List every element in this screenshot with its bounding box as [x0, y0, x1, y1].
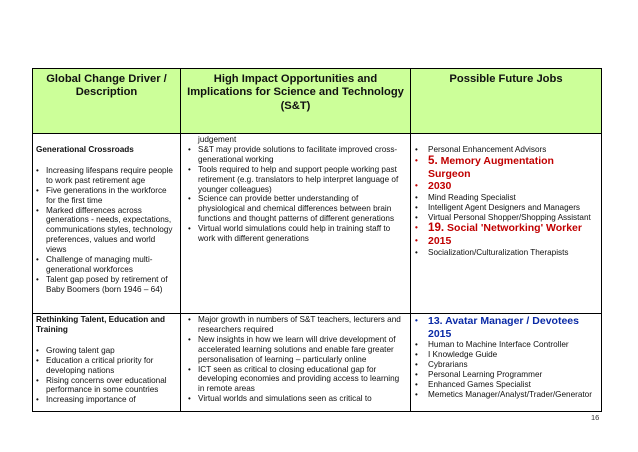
header-driver: Global Change Driver / Description [33, 69, 181, 134]
list-item: • Tools required to help and support people working past retirement (e.g. translators to help interpret language of younger colleagues) [188, 165, 407, 195]
list-item: • Cybrarians [414, 360, 598, 370]
driver-list [36, 346, 177, 405]
future-jobs-table [32, 68, 602, 412]
list-item: • Human to Machine Interface Controller [414, 340, 598, 350]
table-row [33, 134, 602, 314]
list-item: • Increasing importance of [36, 395, 177, 405]
list-item: • Intelligent Agent Designers and Managers [414, 203, 598, 213]
continuation-text: judgement [198, 135, 237, 144]
driver-list [36, 166, 177, 295]
opportunities-cell [181, 134, 411, 314]
list-item: • Education a critical priority for developing nations [36, 356, 177, 376]
driver-title: Generational Crossroads [36, 145, 134, 154]
list-item: • Socialization/Culturalization Therapists [414, 248, 598, 258]
list-item: • Increasing lifespans require people to work past retirement age [36, 166, 177, 186]
list-item: • I Knowledge Guide [414, 350, 598, 360]
list-item: • Enhanced Games Specialist [414, 380, 598, 390]
jobs-cell [411, 134, 602, 314]
list-item: • Major growth in numbers of S&T teachers, lecturers and researchers required [188, 315, 407, 335]
driver-title: Rethinking Talent, Education and Training [36, 315, 166, 334]
job-highlight: • 13. Avatar Manager / Devotees 2015 [414, 315, 598, 340]
job-number: 19. [428, 221, 445, 235]
opportunities-cell [181, 314, 411, 412]
list-item: • Talent gap posed by retirement of Baby Boomers (born 1946 – 64) [36, 275, 177, 295]
job-year-value: 2015 [428, 235, 452, 247]
list-item: • Rising concerns over educational performance in some countries [36, 376, 177, 396]
table-header-row [33, 69, 602, 134]
list-item: • Virtual worlds and simulations seen as critical to [188, 394, 407, 404]
list-item: • Memetics Manager/Analyst/Trader/Generator [414, 390, 598, 400]
list-item: • Five generations in the workforce for the first time [36, 186, 177, 206]
header-opportunities: High Impact Opportunities and Implications for Science and Technology (S&T) [181, 69, 411, 134]
job-number: 5. [428, 153, 438, 167]
list-item: • Growing talent gap [36, 346, 177, 356]
opportunities-list [184, 145, 407, 244]
jobs-list [414, 145, 598, 258]
list-item: • Marked differences across generations - needs, expectations, communications styles, technology preferences, values and world views [36, 206, 177, 256]
jobs-list [414, 315, 598, 400]
list-item: • ICT seen as critical to closing educational gap for developing economies and providing access to learning in remote areas [188, 365, 407, 395]
page-number: 16 [591, 413, 600, 422]
job-year [414, 180, 598, 193]
job-highlight [414, 155, 598, 180]
header-jobs: Possible Future Jobs [411, 69, 602, 134]
list-item: • Personal Enhancement Advisors [414, 145, 598, 155]
list-item: • New insights in how we learn will drive development of accelerated learning solutions and enable fare greater personalisation of learning – particularly online [188, 335, 407, 365]
job-year-value: 2030 [428, 180, 452, 193]
list-item: • S&T may provide solutions to facilitate improved cross-generational working [188, 145, 407, 165]
list-item: • Virtual Personal Shopper/Shopping Assistant [414, 213, 598, 223]
list-item: • Virtual world simulations could help in training staff to work with different generations [188, 224, 407, 244]
table-row [33, 314, 602, 412]
opportunities-list [184, 315, 407, 404]
list-item: • Challenge of managing multi-generational workforces [36, 255, 177, 275]
job-highlight [414, 222, 598, 235]
job-year [414, 235, 598, 248]
list-item: • Science can provide better understanding of physiological and chemical differences between brain functions and thought patterns of different generations [188, 194, 407, 224]
jobs-cell [411, 314, 602, 412]
driver-cell [33, 134, 181, 314]
driver-cell [33, 314, 181, 412]
list-item: • Mind Reading Specialist [414, 193, 598, 203]
job-title: Social 'Networking' Worker [447, 222, 582, 235]
list-item: • Personal Learning Programmer [414, 370, 598, 380]
job-title: Memory Augmentation Surgeon [428, 154, 554, 180]
